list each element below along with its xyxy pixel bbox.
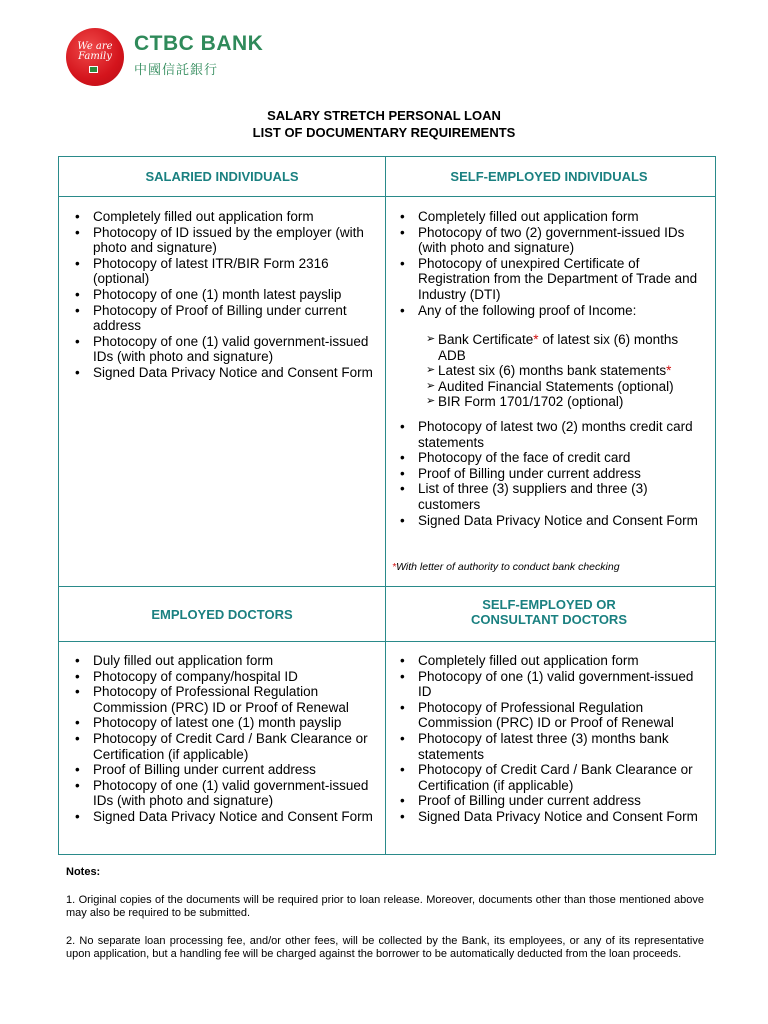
logo-emblem bbox=[66, 28, 124, 86]
list-item: • Photocopy of Professional Regulation Commission (PRC) ID or Proof of Renewal bbox=[73, 684, 373, 715]
list-item: • Photocopy of Proof of Billing under current address bbox=[73, 303, 373, 334]
list-item: • Photocopy of ID issued by the employer (with photo and signature) bbox=[73, 225, 373, 256]
list-item: • Completely filled out application form bbox=[73, 209, 373, 225]
column-divider bbox=[385, 157, 386, 854]
income-proof-item bbox=[426, 363, 701, 379]
list-item: • Completely filled out application form bbox=[398, 209, 703, 225]
employed-doctors-requirements-list bbox=[73, 653, 373, 825]
document-subtitle: LIST OF DOCUMENTARY REQUIREMENTS bbox=[252, 125, 516, 140]
list-item: • Photocopy of latest two (2) months credit card statements bbox=[398, 419, 703, 450]
list-item: • Photocopy of one (1) valid government-issued IDs (with photo and signature) bbox=[73, 334, 373, 365]
income-proof-item: ➢ Audited Financial Statements (optional) bbox=[426, 379, 701, 395]
logo-script-text: We are Family bbox=[77, 41, 113, 62]
consultant-doctors-requirements-list bbox=[398, 653, 703, 825]
document-title: SALARY STRETCH PERSONAL LOAN bbox=[267, 108, 501, 123]
list-item: • Photocopy of the face of credit card bbox=[398, 450, 703, 466]
income-proof-item bbox=[426, 332, 701, 363]
list-item: • Photocopy of latest ITR/BIR Form 2316 (optional) bbox=[73, 256, 373, 287]
self-employed-requirements-list bbox=[398, 209, 703, 318]
asterisk-mark: * bbox=[666, 363, 672, 379]
list-item: • Photocopy of Professional Regulation Commission (PRC) ID or Proof of Renewal bbox=[398, 700, 703, 731]
bank-certificate-label: Bank Certificate bbox=[438, 332, 534, 347]
list-item: • Photocopy of unexpired Certificate of Registration from the Department of Trade and Industry (DTI) bbox=[398, 256, 703, 303]
note-1: 1. Original copies of the documents will be required prior to loan release. Moreover, documents other than those mentioned above may also be required to be submitted. bbox=[66, 894, 704, 919]
list-item: • Photocopy of two (2) government-issued IDs (with photo and signature) bbox=[398, 225, 703, 256]
asterisk-mark: * bbox=[392, 561, 397, 573]
note-2: 2. No separate loan processing fee, and/or other fees, will be collected by the Bank, its employees, or any of its representative upon application, but a handling fee will be charged against the borrower to be automatically deducted from the loan proceeds. bbox=[66, 935, 704, 960]
list-item: • Photocopy of one (1) valid government-issued IDs (with photo and signature) bbox=[73, 778, 373, 809]
footnote-text: With letter of authority to conduct bank checking bbox=[396, 561, 620, 573]
bank-certificate-detail: of latest six (6) months ADB bbox=[438, 332, 679, 363]
list-item: • Signed Data Privacy Notice and Consent Form bbox=[398, 809, 703, 825]
income-proof-item: ➢ BIR Form 1701/1702 (optional) bbox=[426, 394, 701, 410]
list-item: • Photocopy of Credit Card / Bank Clearance or Certification (if applicable) bbox=[73, 731, 373, 762]
list-item: • Proof of Billing under current address bbox=[398, 793, 703, 809]
list-item: • Photocopy of latest three (3) months bank statements bbox=[398, 731, 703, 762]
asterisk-footnote bbox=[392, 561, 620, 573]
header-consultant-doctors-line2: CONSULTANT DOCTORS bbox=[471, 612, 627, 627]
list-item: • Photocopy of one (1) valid government-issued ID bbox=[398, 669, 703, 700]
row-divider bbox=[59, 586, 715, 587]
logo-green-square bbox=[89, 66, 98, 73]
list-item: • Any of the following proof of Income: bbox=[398, 303, 703, 319]
list-item: • Photocopy of latest one (1) month payslip bbox=[73, 715, 373, 731]
ctbc-logo bbox=[66, 28, 266, 92]
row-divider bbox=[59, 196, 715, 197]
bank-statements-label: Latest six (6) months bank statements bbox=[438, 363, 667, 379]
list-item: • Photocopy of company/hospital ID bbox=[73, 669, 373, 685]
logo-bank-name: CTBC BANK bbox=[134, 32, 264, 55]
row-divider bbox=[59, 641, 715, 642]
list-item: • Duly filled out application form bbox=[73, 653, 373, 669]
list-item: • Proof of Billing under current address bbox=[73, 762, 373, 778]
list-item: • Signed Data Privacy Notice and Consent Form bbox=[73, 809, 373, 825]
list-item: • Proof of Billing under current address bbox=[398, 466, 703, 482]
list-item: • Signed Data Privacy Notice and Consent Form bbox=[398, 513, 703, 529]
logo-chinese-name: 中國信託銀行 bbox=[134, 63, 219, 78]
list-item: • Photocopy of one (1) month latest payslip bbox=[73, 287, 373, 303]
income-proof-list bbox=[426, 332, 701, 410]
header-self-employed-individuals: SELF-EMPLOYED INDIVIDUALS bbox=[450, 169, 648, 184]
list-item: • Signed Data Privacy Notice and Consent Form bbox=[73, 365, 373, 381]
list-item: • Completely filled out application form bbox=[398, 653, 703, 669]
list-item: • Photocopy of Credit Card / Bank Clearance or Certification (if applicable) bbox=[398, 762, 703, 793]
requirements-table bbox=[58, 156, 716, 855]
notes-heading: Notes: bbox=[66, 866, 101, 878]
salaried-requirements-list bbox=[73, 209, 373, 381]
list-item: • List of three (3) suppliers and three (3) customers bbox=[398, 481, 703, 512]
header-employed-doctors: EMPLOYED DOCTORS bbox=[151, 607, 293, 622]
self-employed-requirements-list-continued bbox=[398, 419, 703, 528]
asterisk-mark: * bbox=[533, 332, 539, 347]
header-salaried-individuals: SALARIED INDIVIDUALS bbox=[145, 169, 299, 184]
header-consultant-doctors-line1: SELF-EMPLOYED OR bbox=[482, 597, 616, 612]
